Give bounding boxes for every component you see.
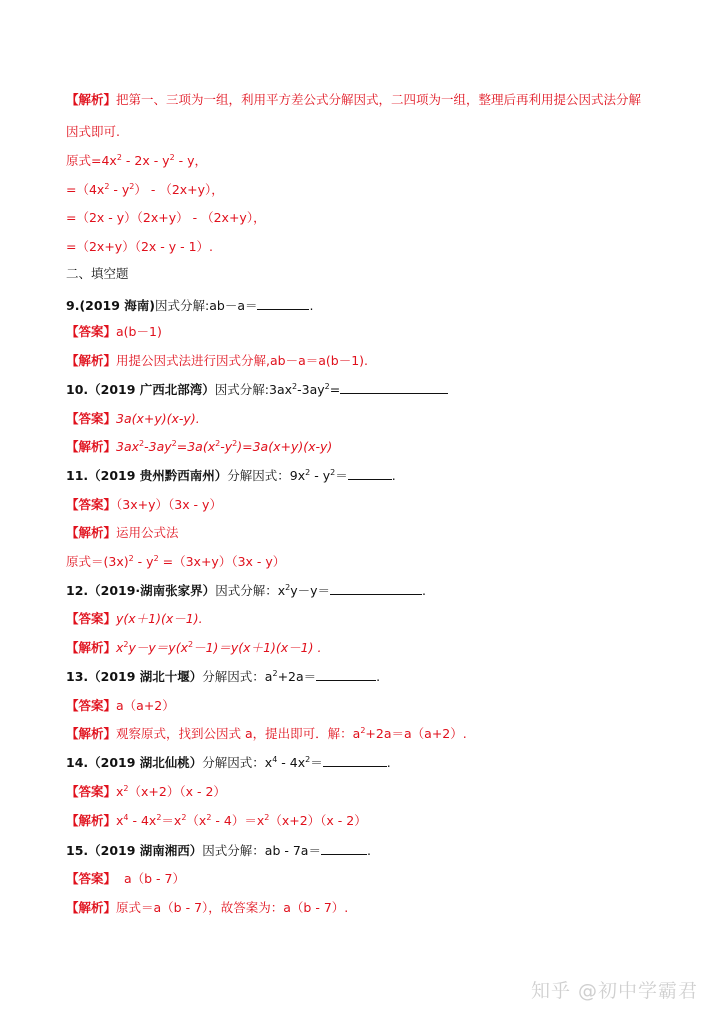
answer-10: 【答案】3a(x+y)(x-y).: [66, 411, 200, 426]
analysis-14: 【解析】$x^4 - 4x^2=x^2(x^2 - 4)=x^2(x+2)(x - 2)$: [66, 812, 367, 828]
question-10: 10.（2019 广西北部湾）因式分解$:3ax^2-3ay^2=$: [66, 381, 448, 399]
intro-step-1: 原式$=4x^2 - 2x - y^2 - y$，: [66, 152, 208, 168]
analysis-15: 【解析】原式＝a（b - 7），故答案为：a（b - 7）.: [66, 900, 349, 915]
watermark: 知乎 @初中学霸君: [530, 980, 698, 1002]
answer-blank: [316, 668, 376, 681]
analysis-11: 【解析】运用公式法: [66, 525, 179, 540]
answer-15: 【答案】 a（b - 7）: [66, 871, 185, 886]
analysis-10: 【解析】$3ax^2-3ay^2=3a(x^2-y^2)=3a(x+y)(x-y)$: [66, 438, 333, 454]
intro-analysis-text: 把第一、三项为一组，利用平方差公式分解因式，二四项为一组，整理后再利用提公因式法分解: [116, 92, 642, 107]
question-14: 14.（2019 湖北仙桃）分解因式：$x^4 - 4x^2=$ .: [66, 754, 391, 770]
analysis-tag: 【解析】: [66, 92, 117, 107]
intro-analysis-line-2: 因式即可.: [66, 124, 120, 139]
question-13: 13.（2019 湖北十堰）分解因式：$a^2+2a=$ .: [66, 668, 381, 684]
answer-blank: [340, 381, 448, 394]
intro-step-3: =（2x - y）（2x+y） - （2x+y），: [66, 210, 266, 225]
answer-blank: [330, 582, 422, 595]
analysis-11-step: 原式$=(3x)^2 - y^2 =(3x+y)(3x - y)$: [66, 553, 286, 569]
analysis-12: 【解析】$x^2y-y=y(x^2-1)=y(x+1)(x-1)$ .: [66, 639, 322, 655]
answer-14: 【答案】$x^2(x+2)(x - 2)$: [66, 783, 226, 799]
answer-11: 【答案】（3x+y）（3x - y）: [66, 497, 222, 512]
question-11: 11.（2019 贵州黔西南州）分解因式：$9x^2 - y^2=$ .: [66, 467, 396, 483]
answer-blank: [321, 842, 367, 855]
answer-blank: [348, 467, 392, 480]
intro-analysis-line-1: [66, 91, 641, 109]
question-9: 9.(2019 海南)因式分解:ab－a＝ .: [66, 298, 314, 313]
question-12: 12.（2019·湖南张家界）因式分解：$x^2y-y=$ .: [66, 582, 426, 598]
analysis-13: 【解析】观察原式，找到公因式 a，提出即可．解：$a^2+2a=a(a+2)$.: [66, 725, 467, 741]
analysis-9: 【解析】用提公因式法进行因式分解,ab－a＝a(b－1).: [66, 353, 369, 368]
question-15: 15.（2019 湖南湘西）因式分解：ab - 7a＝ .: [66, 843, 371, 858]
answer-13: 【答案】a（a+2）: [66, 698, 175, 713]
intro-step-4: =（2x+y）（2x - y - 1）.: [66, 239, 214, 254]
section-title: 二、填空题: [66, 266, 129, 281]
intro-step-2: $=(4x^2 - y^2) - (2x+y)$，: [66, 181, 224, 197]
answer-9: 【答案】a(b－1): [66, 324, 162, 339]
answer-blank: [257, 297, 309, 310]
answer-blank: [323, 754, 387, 767]
answer-12: 【答案】y(x＋1)(x－1).: [66, 611, 203, 626]
